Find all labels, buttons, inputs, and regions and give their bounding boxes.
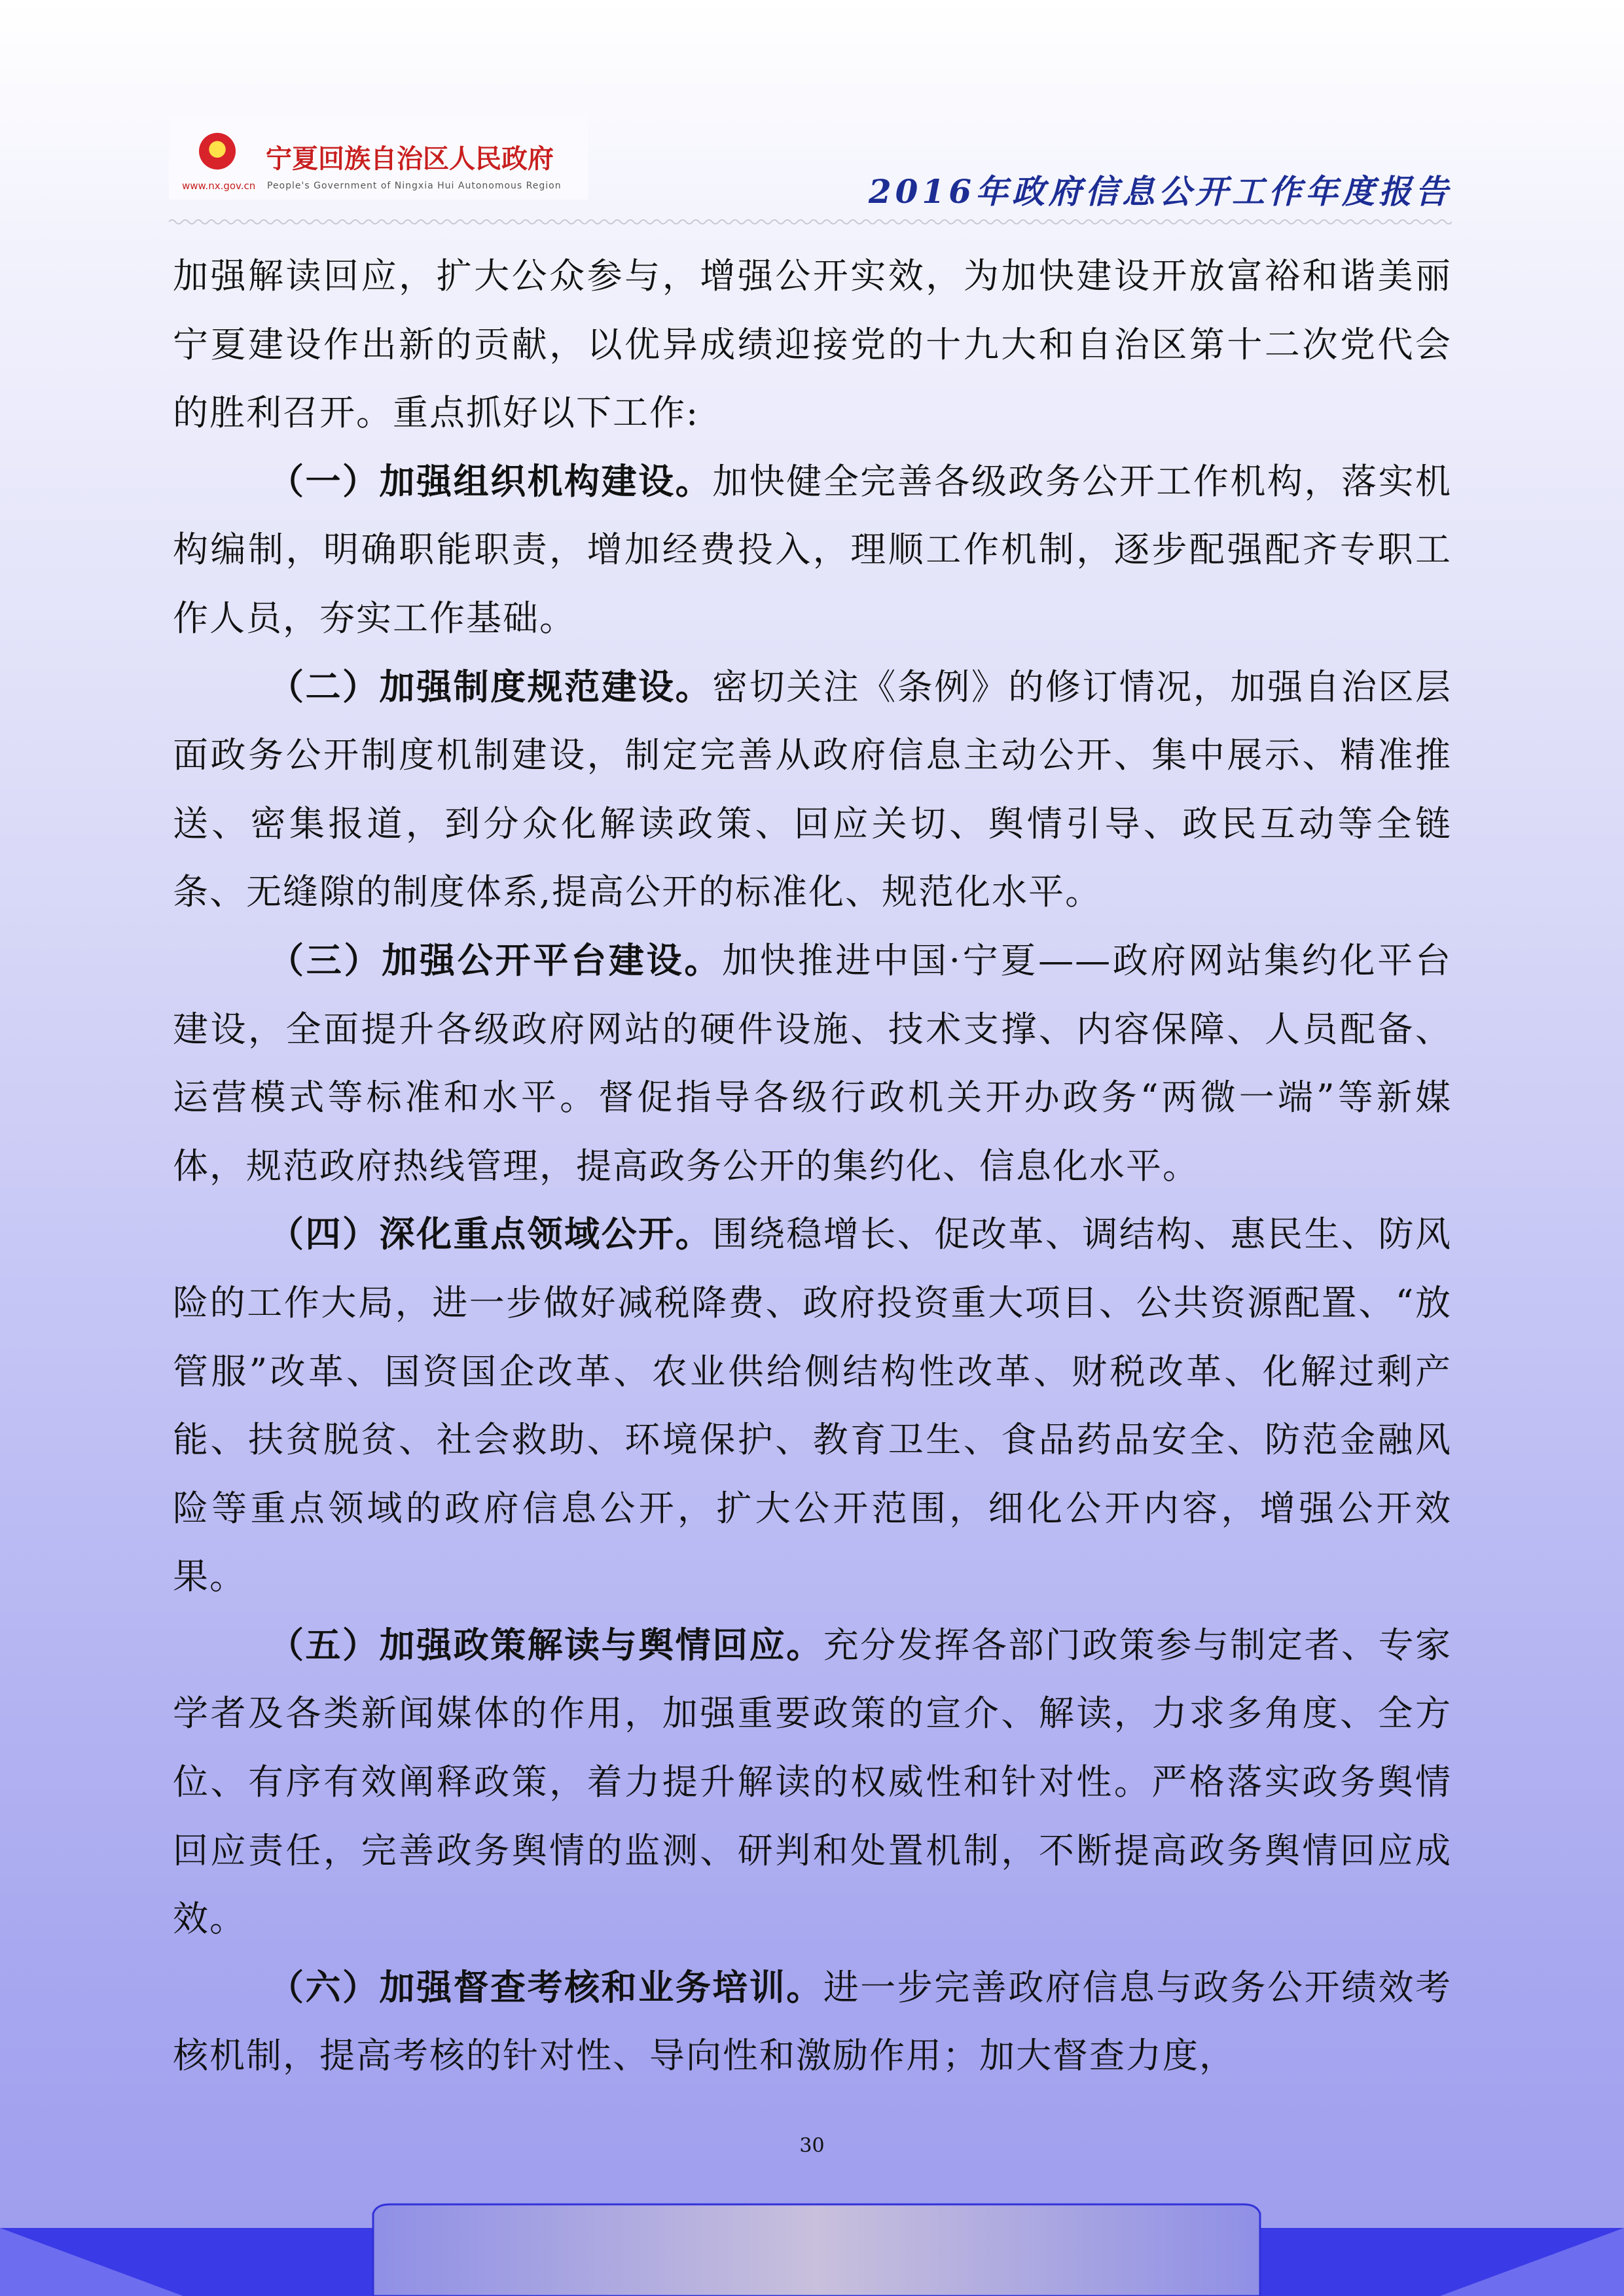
- section-heading: （五）加强政策解读与舆情回应。: [268, 1624, 823, 1666]
- section-text: 加快推进中国·宁夏——政府网站集约化平台建设，全面提升各级政府网站的硬件设施、技术支撑、内容保障、人员配备、运营模式等标准和水平。督促指导各级行政机关开办政务“两微一端”等新媒体，规范政府热线管理，提高政务公开的集约化、信息化水平。: [173, 939, 1453, 1187]
- section-text: 加快健全完善各级政务公开工作机构，落实机构编制，明确职能职责，增加经费投入，理顺工作机制，逐步配强配齐专职工作人员，夯实工作基础。: [173, 460, 1453, 639]
- section-paragraph: [173, 927, 1452, 1200]
- section-heading: （一）加强组织机构建设。: [268, 460, 713, 502]
- logo-url: www.nx.gov.cn: [182, 180, 256, 192]
- section-text: 充分发挥各部门政策参与制定者、专家学者及各类新闻媒体的作用，加强重要政策的宣介、解读，力求多角度、全方位、有序有效阐释政策，着力提升解读的权威性和针对性。严格落实政务舆情回应责任，完善政务舆情的监测、研判和处置机制，不断提高政务舆情回应成效。: [173, 1624, 1453, 1940]
- section-paragraph: [173, 1954, 1452, 2090]
- section-paragraph: [173, 448, 1452, 653]
- report-body: [173, 242, 1452, 2090]
- section-paragraph: [173, 653, 1452, 927]
- logo-subtitle: People's Government of Ningxia Hui Autonomous Region: [267, 181, 562, 191]
- header-divider: [169, 218, 1452, 226]
- page-header: [169, 115, 1452, 226]
- section-heading: （二）加强制度规范建设。: [268, 666, 713, 708]
- section-paragraph: [173, 1611, 1452, 1954]
- section-text: 进一步完善政府信息与政务公开绩效考核机制，提高考核的针对性、导向性和激励作用；加大督查力度，: [173, 1966, 1453, 2077]
- government-logo[interactable]: [169, 115, 588, 200]
- section-heading: （四）深化重点领域公开。: [268, 1213, 713, 1255]
- section-heading: （三）加强公开平台建设。: [268, 939, 723, 981]
- report-title: 2016年政府信息公开工作年度报告: [868, 172, 1452, 211]
- logo-title: 宁夏回族自治区人民政府: [266, 144, 554, 174]
- national-emblem-icon: [199, 133, 236, 170]
- section-paragraph: [173, 1200, 1452, 1611]
- section-heading: （六）加强督查考核和业务培训。: [268, 1966, 823, 2008]
- intro-paragraph: 加强解读回应，扩大公众参与，增强公开实效，为加快建设开放富裕和谐美丽宁夏建设作出新的贡献，以优异成绩迎接党的十九大和自治区第十二次党代会的胜利召开。重点抓好以下工作:: [173, 255, 1452, 434]
- section-text: 密切关注《条例》的修订情况，加强自治区层面政务公开制度机制建设，制定完善从政府信息主动公开、集中展示、精准推送、密集报道，到分众化解读政策、回应关切、舆情引导、政民互动等全链条、无缝隙的制度体系,提高公开的标准化、规范化水平。: [173, 666, 1453, 913]
- section-text: 围绕稳增长、促改革、调结构、惠民生、防风险的工作大局，进一步做好减税降费、政府投资重大项目、公共资源配置、“放管服”改革、国资国企改革、农业供给侧结构性改革、财税改革、化解过剩产能、扶贫脱贫、社会救助、环境保护、教育卫生、食品药品安全、防范金融风险等重点领域的政府信息公开，扩大公开范围，细化公开内容，增强公开效果。: [173, 1213, 1453, 1598]
- footer-decoration: [0, 2199, 1624, 2296]
- page-number: 30: [799, 2134, 825, 2157]
